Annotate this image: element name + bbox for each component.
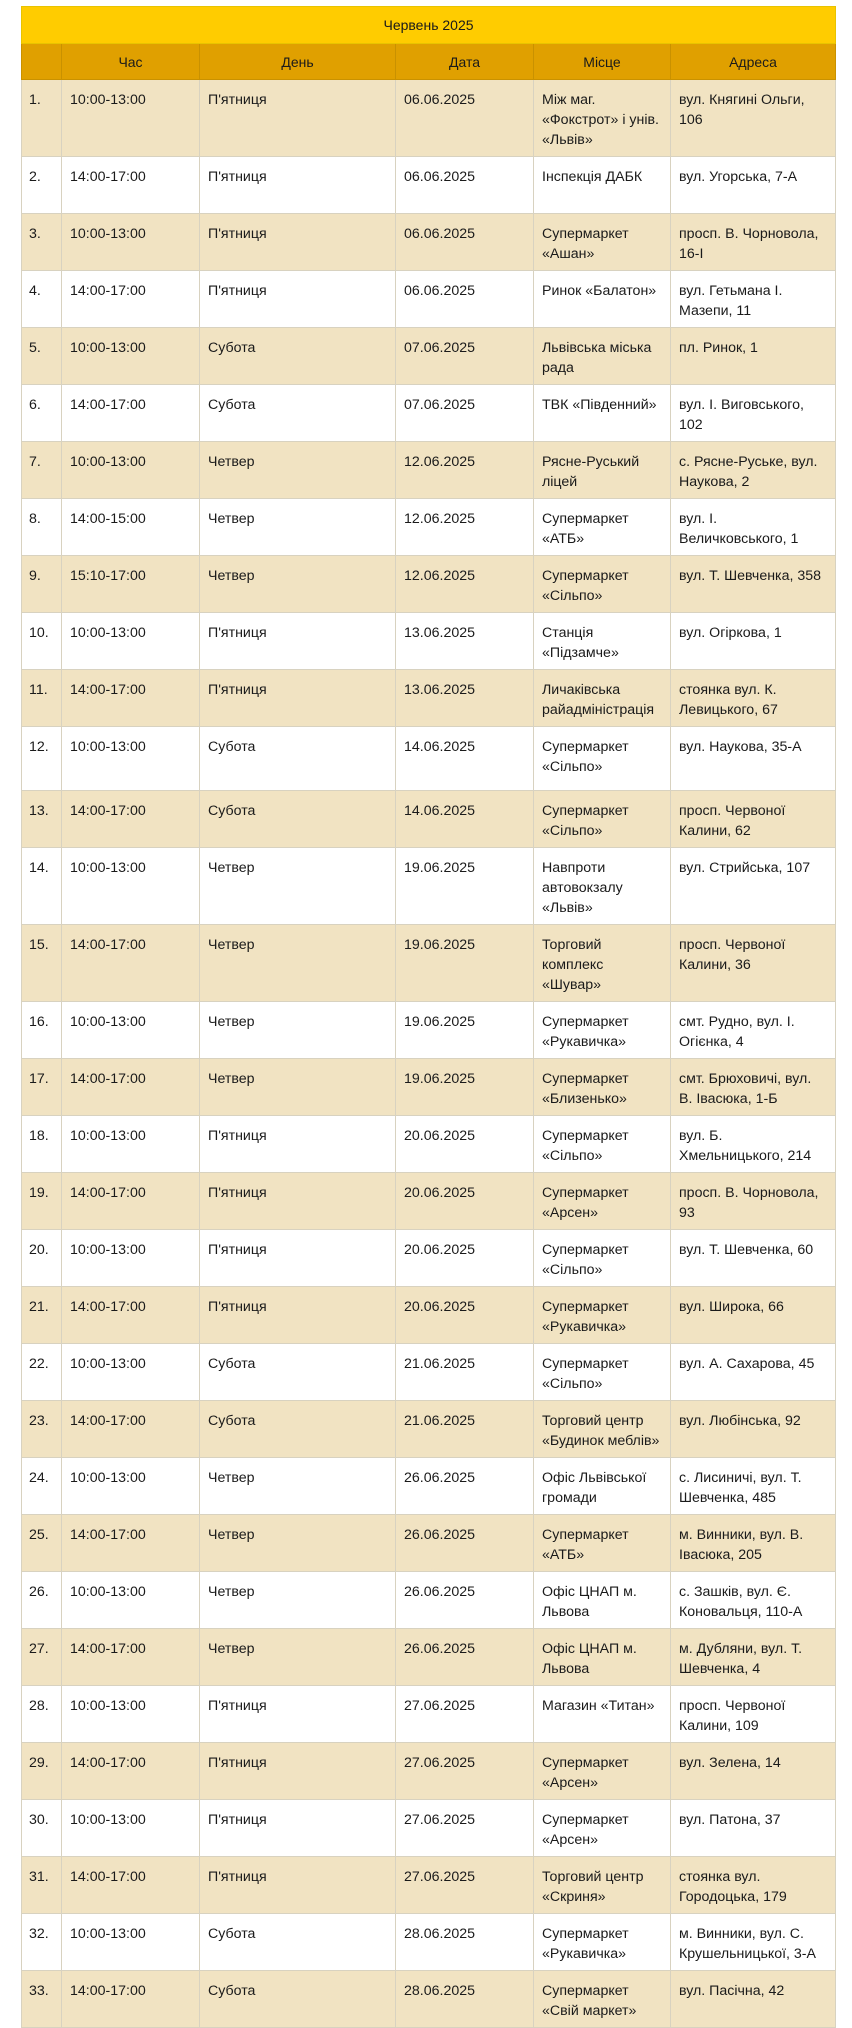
table-row xyxy=(22,670,836,727)
table-row xyxy=(22,1515,836,1572)
row-date: 12.06.2025 xyxy=(396,499,534,556)
row-number: 16. xyxy=(22,1002,62,1059)
row-number: 3. xyxy=(22,214,62,271)
table-row xyxy=(22,1287,836,1344)
row-date: 06.06.2025 xyxy=(396,271,534,328)
row-time: 10:00-13:00 xyxy=(62,1344,200,1401)
row-place: Супермаркет «Сільпо» xyxy=(534,791,671,848)
row-day: Четвер xyxy=(200,1458,396,1515)
row-date: 20.06.2025 xyxy=(396,1287,534,1344)
row-date: 19.06.2025 xyxy=(396,1002,534,1059)
table-row xyxy=(22,613,836,670)
row-day: П'ятниця xyxy=(200,1173,396,1230)
row-address: просп. Червоної Калини, 36 xyxy=(671,925,836,1002)
row-day: П'ятниця xyxy=(200,1230,396,1287)
row-time: 14:00-17:00 xyxy=(62,1173,200,1230)
row-date: 07.06.2025 xyxy=(396,328,534,385)
row-time: 10:00-13:00 xyxy=(62,328,200,385)
row-date: 27.06.2025 xyxy=(396,1743,534,1800)
table-row xyxy=(22,1230,836,1287)
table-title-row xyxy=(22,7,836,44)
row-number: 17. xyxy=(22,1059,62,1116)
row-time: 14:00-17:00 xyxy=(62,925,200,1002)
row-address: вул. Любінська, 92 xyxy=(671,1401,836,1458)
row-place: Торговий центр «Скриня» xyxy=(534,1857,671,1914)
row-date: 14.06.2025 xyxy=(396,727,534,791)
row-date: 27.06.2025 xyxy=(396,1800,534,1857)
row-place: Між маг. «Фокстрот» і унів. «Львів» xyxy=(534,80,671,157)
row-day: Субота xyxy=(200,385,396,442)
row-number: 33. xyxy=(22,1971,62,2028)
table-row xyxy=(22,1572,836,1629)
row-time: 10:00-13:00 xyxy=(62,727,200,791)
table-row xyxy=(22,848,836,925)
row-address: пл. Ринок, 1 xyxy=(671,328,836,385)
row-date: 21.06.2025 xyxy=(396,1344,534,1401)
schedule-container xyxy=(21,6,835,2028)
row-address: вул. Стрийська, 107 xyxy=(671,848,836,925)
row-day: Субота xyxy=(200,791,396,848)
table-row xyxy=(22,1002,836,1059)
row-day: Четвер xyxy=(200,925,396,1002)
row-place: Супермаркет «АТБ» xyxy=(534,1515,671,1572)
row-number: 10. xyxy=(22,613,62,670)
row-number: 7. xyxy=(22,442,62,499)
row-place: ТВК «Південний» xyxy=(534,385,671,442)
row-day: П'ятниця xyxy=(200,1743,396,1800)
row-address: м. Дубляни, вул. Т. Шевченка, 4 xyxy=(671,1629,836,1686)
row-time: 10:00-13:00 xyxy=(62,1116,200,1173)
row-address: вул. Княгині Ольги, 106 xyxy=(671,80,836,157)
table-row xyxy=(22,328,836,385)
row-place: Супермаркет «Свій маркет» xyxy=(534,1971,671,2028)
row-date: 26.06.2025 xyxy=(396,1629,534,1686)
row-day: П'ятниця xyxy=(200,80,396,157)
row-address: просп. Червоної Калини, 62 xyxy=(671,791,836,848)
row-time: 10:00-13:00 xyxy=(62,848,200,925)
row-number: 18. xyxy=(22,1116,62,1173)
header-date: Дата xyxy=(396,44,534,80)
row-number: 2. xyxy=(22,157,62,214)
row-number: 6. xyxy=(22,385,62,442)
table-row xyxy=(22,727,836,791)
table-row xyxy=(22,1971,836,2028)
row-time: 14:00-17:00 xyxy=(62,1857,200,1914)
row-place: Офіс ЦНАП м. Львова xyxy=(534,1629,671,1686)
row-address: с. Лисиничі, вул. Т. Шевченка, 485 xyxy=(671,1458,836,1515)
row-day: Субота xyxy=(200,328,396,385)
row-day: Субота xyxy=(200,1914,396,1971)
row-address: вул. Т. Шевченка, 60 xyxy=(671,1230,836,1287)
row-day: П'ятниця xyxy=(200,1287,396,1344)
row-address: вул. Б. Хмельницького, 214 xyxy=(671,1116,836,1173)
row-time: 14:00-17:00 xyxy=(62,1743,200,1800)
row-time: 10:00-13:00 xyxy=(62,1002,200,1059)
table-row xyxy=(22,214,836,271)
row-date: 28.06.2025 xyxy=(396,1971,534,2028)
row-address: просп. В. Чорновола, 16-І xyxy=(671,214,836,271)
table-row xyxy=(22,271,836,328)
row-day: Субота xyxy=(200,1971,396,2028)
row-number: 1. xyxy=(22,80,62,157)
header-time: Час xyxy=(62,44,200,80)
row-number: 27. xyxy=(22,1629,62,1686)
row-date: 19.06.2025 xyxy=(396,1059,534,1116)
row-time: 10:00-13:00 xyxy=(62,1458,200,1515)
table-row xyxy=(22,1173,836,1230)
row-time: 14:00-17:00 xyxy=(62,385,200,442)
row-date: 13.06.2025 xyxy=(396,670,534,727)
row-place: Станція «Підзамче» xyxy=(534,613,671,670)
row-number: 32. xyxy=(22,1914,62,1971)
row-date: 27.06.2025 xyxy=(396,1686,534,1743)
table-row xyxy=(22,442,836,499)
row-address: стоянка вул. К. Левицького, 67 xyxy=(671,670,836,727)
row-day: Субота xyxy=(200,1344,396,1401)
row-number: 29. xyxy=(22,1743,62,1800)
row-address: вул. Наукова, 35-А xyxy=(671,727,836,791)
row-number: 28. xyxy=(22,1686,62,1743)
row-time: 10:00-13:00 xyxy=(62,1230,200,1287)
table-row xyxy=(22,1686,836,1743)
row-address: вул. Т. Шевченка, 358 xyxy=(671,556,836,613)
row-day: П'ятниця xyxy=(200,1686,396,1743)
row-date: 13.06.2025 xyxy=(396,613,534,670)
table-row xyxy=(22,791,836,848)
row-place: Супермаркет «Сільпо» xyxy=(534,556,671,613)
row-address: стоянка вул. Городоцька, 179 xyxy=(671,1857,836,1914)
row-time: 10:00-13:00 xyxy=(62,442,200,499)
table-row xyxy=(22,1629,836,1686)
row-place: Супермаркет «Близенько» xyxy=(534,1059,671,1116)
row-time: 14:00-17:00 xyxy=(62,1971,200,2028)
row-place: Навпроти автовокзалу «Львів» xyxy=(534,848,671,925)
row-date: 06.06.2025 xyxy=(396,80,534,157)
table-row xyxy=(22,1743,836,1800)
row-day: Четвер xyxy=(200,1515,396,1572)
table-header-row xyxy=(22,44,836,80)
row-place: Торговий комплекс «Шувар» xyxy=(534,925,671,1002)
row-date: 12.06.2025 xyxy=(396,442,534,499)
row-number: 19. xyxy=(22,1173,62,1230)
row-time: 14:00-17:00 xyxy=(62,157,200,214)
row-number: 22. xyxy=(22,1344,62,1401)
row-place: Супермаркет «Сільпо» xyxy=(534,1230,671,1287)
row-date: 20.06.2025 xyxy=(396,1230,534,1287)
row-address: вул. А. Сахарова, 45 xyxy=(671,1344,836,1401)
row-place: Супермаркет «Сільпо» xyxy=(534,1116,671,1173)
row-day: П'ятниця xyxy=(200,1857,396,1914)
row-address: смт. Брюховичі, вул. В. Івасюка, 1-Б xyxy=(671,1059,836,1116)
header-day: День xyxy=(200,44,396,80)
row-day: Четвер xyxy=(200,1572,396,1629)
row-day: Четвер xyxy=(200,499,396,556)
row-place: Супермаркет «Арсен» xyxy=(534,1800,671,1857)
table-row xyxy=(22,499,836,556)
row-time: 14:00-17:00 xyxy=(62,1515,200,1572)
table-row xyxy=(22,1116,836,1173)
row-place: Супермаркет «Арсен» xyxy=(534,1743,671,1800)
table-row xyxy=(22,556,836,613)
row-address: смт. Рудно, вул. І. Огієнка, 4 xyxy=(671,1002,836,1059)
row-date: 28.06.2025 xyxy=(396,1914,534,1971)
row-address: вул. І. Величковського, 1 xyxy=(671,499,836,556)
row-day: П'ятниця xyxy=(200,1800,396,1857)
row-date: 19.06.2025 xyxy=(396,848,534,925)
row-place: Ринок «Балатон» xyxy=(534,271,671,328)
header-place: Місце xyxy=(534,44,671,80)
row-place: Супермаркет «Ашан» xyxy=(534,214,671,271)
table-row xyxy=(22,385,836,442)
row-address: вул. Угорська, 7-А xyxy=(671,157,836,214)
row-day: П'ятниця xyxy=(200,214,396,271)
header-address: Адреса xyxy=(671,44,836,80)
row-date: 06.06.2025 xyxy=(396,214,534,271)
row-time: 10:00-13:00 xyxy=(62,613,200,670)
row-date: 27.06.2025 xyxy=(396,1857,534,1914)
table-body xyxy=(22,80,836,2028)
row-number: 20. xyxy=(22,1230,62,1287)
row-day: Субота xyxy=(200,727,396,791)
table-row xyxy=(22,1059,836,1116)
row-number: 13. xyxy=(22,791,62,848)
row-day: Субота xyxy=(200,1401,396,1458)
table-row xyxy=(22,1857,836,1914)
table-row xyxy=(22,1914,836,1971)
row-day: Четвер xyxy=(200,1002,396,1059)
row-day: Четвер xyxy=(200,1629,396,1686)
row-number: 14. xyxy=(22,848,62,925)
table-row xyxy=(22,925,836,1002)
table-row xyxy=(22,157,836,214)
row-day: Четвер xyxy=(200,442,396,499)
row-place: Супермаркет «АТБ» xyxy=(534,499,671,556)
row-time: 14:00-17:00 xyxy=(62,1629,200,1686)
row-time: 15:10-17:00 xyxy=(62,556,200,613)
row-day: Четвер xyxy=(200,1059,396,1116)
row-number: 5. xyxy=(22,328,62,385)
table-row xyxy=(22,80,836,157)
row-number: 25. xyxy=(22,1515,62,1572)
row-date: 26.06.2025 xyxy=(396,1458,534,1515)
row-address: вул. Широка, 66 xyxy=(671,1287,836,1344)
row-time: 10:00-13:00 xyxy=(62,1572,200,1629)
row-place: Супермаркет «Сільпо» xyxy=(534,1344,671,1401)
row-day: Четвер xyxy=(200,848,396,925)
row-time: 14:00-17:00 xyxy=(62,1401,200,1458)
row-time: 10:00-13:00 xyxy=(62,1914,200,1971)
schedule-table xyxy=(21,6,836,2028)
row-place: Супермаркет «Рукавичка» xyxy=(534,1002,671,1059)
row-place: Личаківська райадміністрація xyxy=(534,670,671,727)
row-number: 31. xyxy=(22,1857,62,1914)
row-number: 12. xyxy=(22,727,62,791)
row-date: 07.06.2025 xyxy=(396,385,534,442)
row-date: 19.06.2025 xyxy=(396,925,534,1002)
row-time: 14:00-17:00 xyxy=(62,1287,200,1344)
row-number: 26. xyxy=(22,1572,62,1629)
table-caption: Червень 2025 xyxy=(22,7,836,44)
row-number: 30. xyxy=(22,1800,62,1857)
row-address: вул. Пасічна, 42 xyxy=(671,1971,836,2028)
row-place: Офіс Львівської громади xyxy=(534,1458,671,1515)
row-place: Супермаркет «Рукавичка» xyxy=(534,1914,671,1971)
row-place: Супермаркет «Сільпо» xyxy=(534,727,671,791)
row-place: Супермаркет «Арсен» xyxy=(534,1173,671,1230)
row-number: 4. xyxy=(22,271,62,328)
row-place: Супермаркет «Рукавичка» xyxy=(534,1287,671,1344)
row-day: П'ятниця xyxy=(200,1116,396,1173)
row-date: 06.06.2025 xyxy=(396,157,534,214)
row-number: 15. xyxy=(22,925,62,1002)
row-time: 14:00-17:00 xyxy=(62,1059,200,1116)
row-address: м. Винники, вул. В. Івасюка, 205 xyxy=(671,1515,836,1572)
row-address: вул. Зелена, 14 xyxy=(671,1743,836,1800)
row-number: 9. xyxy=(22,556,62,613)
row-time: 10:00-13:00 xyxy=(62,1800,200,1857)
row-day: П'ятниця xyxy=(200,157,396,214)
row-day: Четвер xyxy=(200,556,396,613)
table-row xyxy=(22,1800,836,1857)
row-place: Львівська міська рада xyxy=(534,328,671,385)
row-address: вул. Огіркова, 1 xyxy=(671,613,836,670)
header-number xyxy=(22,44,62,80)
row-address: с. Рясне-Руське, вул. Наукова, 2 xyxy=(671,442,836,499)
row-time: 14:00-15:00 xyxy=(62,499,200,556)
row-day: П'ятниця xyxy=(200,613,396,670)
table-row xyxy=(22,1458,836,1515)
row-time: 14:00-17:00 xyxy=(62,670,200,727)
row-place: Торговий центр «Будинок меблів» xyxy=(534,1401,671,1458)
row-time: 14:00-17:00 xyxy=(62,791,200,848)
row-number: 11. xyxy=(22,670,62,727)
row-date: 26.06.2025 xyxy=(396,1515,534,1572)
row-address: м. Винники, вул. С. Крушельницької, 3-А xyxy=(671,1914,836,1971)
row-day: П'ятниця xyxy=(200,670,396,727)
row-time: 10:00-13:00 xyxy=(62,1686,200,1743)
row-address: вул. Патона, 37 xyxy=(671,1800,836,1857)
row-place: Магазин «Титан» xyxy=(534,1686,671,1743)
table-row xyxy=(22,1401,836,1458)
row-place: Офіс ЦНАП м. Львова xyxy=(534,1572,671,1629)
row-address: просп. Червоної Калини, 109 xyxy=(671,1686,836,1743)
row-date: 20.06.2025 xyxy=(396,1116,534,1173)
row-date: 21.06.2025 xyxy=(396,1401,534,1458)
row-date: 20.06.2025 xyxy=(396,1173,534,1230)
row-number: 24. xyxy=(22,1458,62,1515)
table-row xyxy=(22,1344,836,1401)
row-number: 23. xyxy=(22,1401,62,1458)
row-time: 14:00-17:00 xyxy=(62,271,200,328)
row-address: просп. В. Чорновола, 93 xyxy=(671,1173,836,1230)
row-date: 12.06.2025 xyxy=(396,556,534,613)
row-address: с. Зашків, вул. Є. Коновальця, 110-А xyxy=(671,1572,836,1629)
row-place: Рясне-Руський ліцей xyxy=(534,442,671,499)
row-time: 10:00-13:00 xyxy=(62,80,200,157)
row-number: 21. xyxy=(22,1287,62,1344)
row-date: 14.06.2025 xyxy=(396,791,534,848)
row-address: вул. Гетьмана І. Мазепи, 11 xyxy=(671,271,836,328)
row-place: Інспекція ДАБК xyxy=(534,157,671,214)
row-number: 8. xyxy=(22,499,62,556)
row-address: вул. І. Виговського, 102 xyxy=(671,385,836,442)
row-day: П'ятниця xyxy=(200,271,396,328)
row-time: 10:00-13:00 xyxy=(62,214,200,271)
row-date: 26.06.2025 xyxy=(396,1572,534,1629)
